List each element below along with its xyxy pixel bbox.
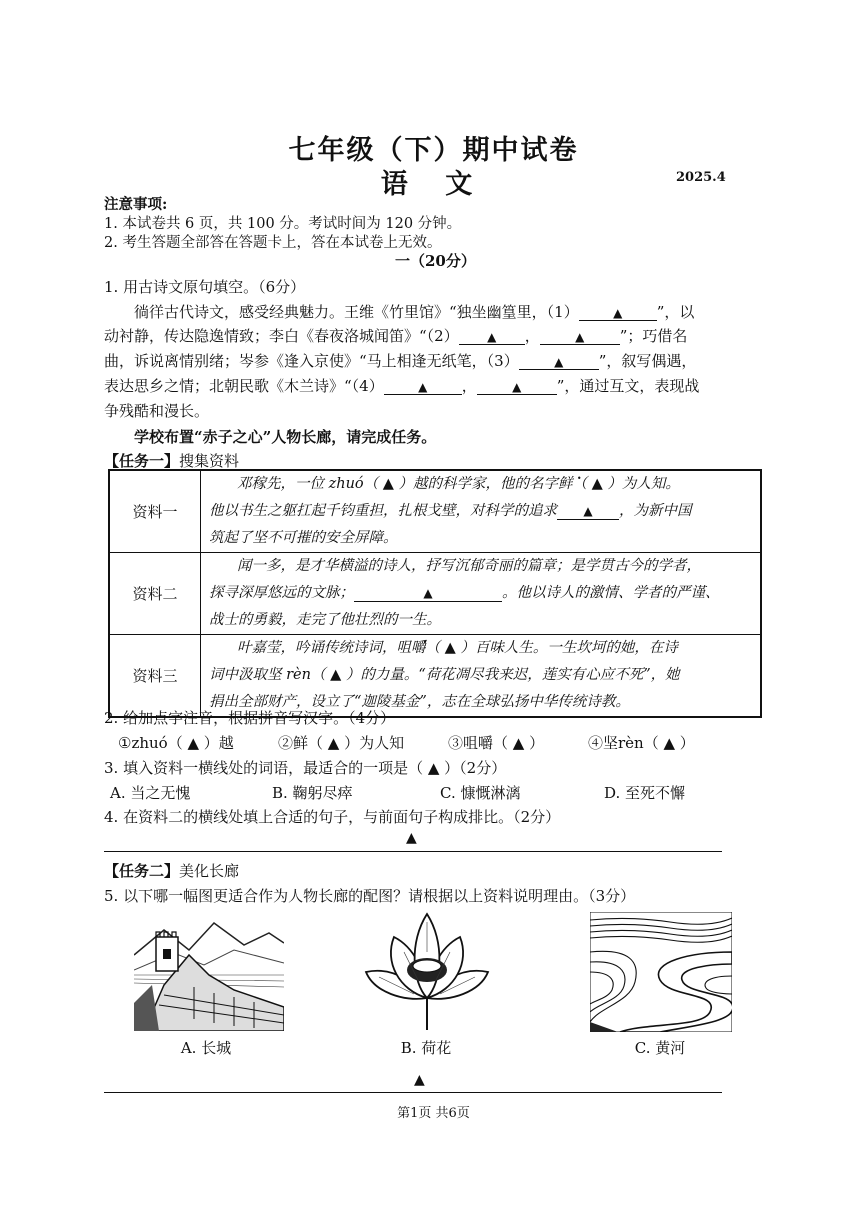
table-row xyxy=(109,470,761,553)
q2-stem: 2. 给加点字注音，根据拼音写汉字。（4分） xyxy=(104,709,396,727)
caption-b: B. 荷花 xyxy=(400,1039,452,1057)
answer-blank: ▲ xyxy=(557,504,619,520)
section-title: 一（20分） xyxy=(395,252,476,270)
answer-placeholder: ▲ xyxy=(414,1072,425,1088)
page-footer: 第1页 共6页 xyxy=(397,1106,470,1121)
answer-blank: ▲ xyxy=(519,354,599,370)
material-content: 叶嘉莹，吟诵传统诗词，咀嚼（ ▲ ）百味人生。一生坎坷的她，在诗 词中汲取坚 rèn（ ▲ ）的力量。“荷花凋尽我来迟，莲实有心应不死”，她 捐出全部财产，设立了“迦陵基金”，志在全球弘扬中华传统诗教。 xyxy=(201,635,762,718)
answer-blank: ▲ xyxy=(477,379,557,395)
task2-heading: 【任务二】美化长廊 xyxy=(104,862,240,880)
caption-c: C. 黄河 xyxy=(634,1039,686,1057)
answer-placeholder: ▲ xyxy=(406,830,417,846)
q4-stem: 4. 在资料二的横线处填上合适的句子，与前面句子构成排比。（2分） xyxy=(104,808,561,826)
material-content: 闻一多，是才华横溢的诗人，抒写沉郁奇丽的篇章；是学贯古今的学者， 探寻深厚悠远的文脉； ▲ 。他以诗人的激情、学者的严谨、 战士的勇毅，走完了他壮烈的一生。 xyxy=(201,553,762,635)
answer-line xyxy=(104,851,722,852)
material-label: 资料三 xyxy=(109,635,201,718)
answer-blank: ▲ xyxy=(579,305,657,321)
table-row xyxy=(109,553,761,635)
q1-line-5: 争残酷和漫长。 xyxy=(104,402,210,420)
q3-option-d: D. 至死不懈 xyxy=(604,784,686,802)
caption-a: A. 长城 xyxy=(180,1039,232,1057)
answer-blank: ▲ xyxy=(384,379,462,395)
q1-stem: 1. 用古诗文原句填空。（6分） xyxy=(104,278,306,296)
great-wall-image xyxy=(134,915,284,1031)
notice-item-1: 1. 本试卷共 6 页，共 100 分。考试时间为 120 分钟。 xyxy=(104,216,462,232)
lotus-image xyxy=(364,912,490,1030)
answer-blank: ▲ xyxy=(540,329,620,345)
q2-item-3: ③咀嚼（ ▲ ） xyxy=(448,734,545,752)
q3-stem: 3. 填入资料一横线处的词语，最适合的一项是（ ▲ ）（2分） xyxy=(104,759,507,777)
q1-line-2: 动衬静，传达隐逸情致；李白《春夜洛城闻笛》“（2） ▲ ， ▲ ”；巧借名 xyxy=(104,327,688,345)
task-intro: 学校布置“赤子之心”人物长廊，请完成任务。 xyxy=(134,428,437,446)
notice-item-2: 2. 考生答题全部答在答题卡上，答在本试卷上无效。 xyxy=(104,235,442,251)
table-row xyxy=(109,635,761,718)
q3-option-b: B. 鞠躬尽瘁 xyxy=(272,784,353,802)
answer-blank: ▲ xyxy=(354,586,502,602)
q3-option-a: A. 当之无愧 xyxy=(110,784,191,802)
exam-title: 七年级（下）期中试卷 xyxy=(288,135,579,166)
q3-option-c: C. 慷慨淋漓 xyxy=(440,784,521,802)
q1-line-1: 徜徉古代诗文，感受经典魅力。王维《竹里馆》“独坐幽篁里，（1） ▲ ”，以 xyxy=(134,303,695,321)
notice-heading: 注意事项: xyxy=(104,196,168,213)
material-label: 资料一 xyxy=(109,470,201,553)
q1-line-4: 表达思乡之情；北朝民歌《木兰诗》“（4） ▲ ， ▲ ”，通过互文，表现战 xyxy=(104,377,700,395)
q2-item-4: ④坚rèn（ ▲ ） xyxy=(588,734,695,752)
exam-date: 2025.4 xyxy=(676,170,726,185)
q2-item-2: ②鲜（ ▲ ）为人知 xyxy=(278,734,405,752)
task1-heading: 【任务一】搜集资料 xyxy=(104,452,240,470)
answer-line xyxy=(104,1092,722,1093)
yellow-river-image xyxy=(590,912,732,1032)
subject-title: 语 文 xyxy=(380,169,487,200)
q1-line-3: 曲，诉说离情别绪；岑参《逢入京使》“马上相逢无纸笔，（3） ▲ ”，叙写偶遇， xyxy=(104,352,697,370)
q2-item-1: ①zhuó（ ▲ ）越 xyxy=(118,734,234,752)
material-content: 邓稼先，一位 zhuó（ ▲ ）越的科学家，他的名字鲜（ ▲ ）为人知。 他以书生之躯扛起千钧重担，扎根戈壁，对科学的追求 ▲ ，为新中国 筑起了坚不可摧的安全屏障。 xyxy=(201,470,762,553)
answer-blank: ▲ xyxy=(459,329,525,345)
material-label: 资料二 xyxy=(109,553,201,635)
materials-table xyxy=(108,469,762,718)
q5-stem: 5. 以下哪一幅图更适合作为人物长廊的配图？请根据以上资料说明理由。（3分） xyxy=(104,887,636,905)
